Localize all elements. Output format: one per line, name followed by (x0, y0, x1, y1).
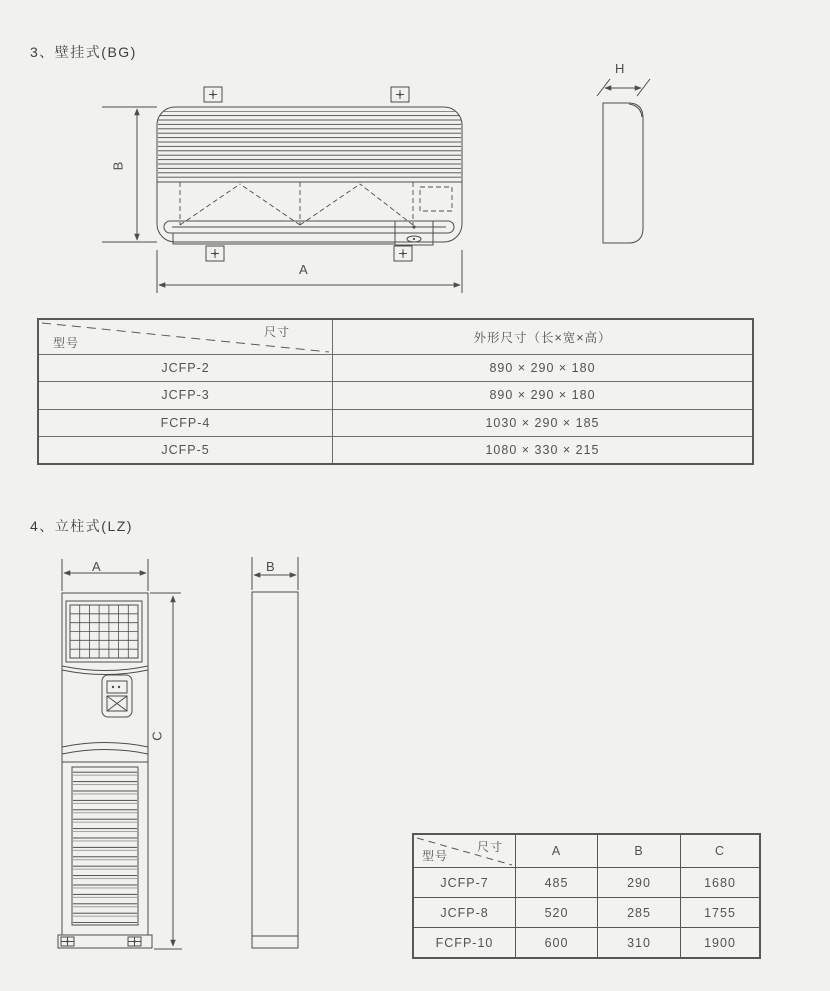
table-row (414, 867, 759, 897)
column-header-b: B (597, 835, 680, 867)
model-size-corner-cell (414, 835, 515, 867)
dim-b-cell: 285 (597, 898, 680, 927)
size-cell: 890 × 290 × 180 (332, 355, 752, 381)
mount-bracket-icon (204, 87, 222, 102)
dim-a-cell: 520 (515, 898, 597, 927)
corner-label-size: 尺寸 (263, 325, 290, 339)
dim-b-cell: 290 (597, 868, 680, 897)
caster-foot-icon (128, 937, 141, 946)
dim-label-a: A (92, 559, 102, 574)
floor-unit-side-drawing (225, 555, 345, 975)
table-row (39, 436, 752, 463)
control-panel-icon (102, 675, 132, 717)
model-cell: FCFP-4 (160, 415, 211, 430)
table-header-row (414, 835, 759, 867)
mount-bracket-icon (391, 87, 409, 102)
table-row (39, 409, 752, 436)
dim-label-c: C (149, 730, 165, 741)
column-header-c: C (680, 835, 759, 867)
size-cell: 1030 × 290 × 185 (332, 410, 752, 436)
dim-label-b: B (110, 160, 126, 171)
column-header-a: A (515, 835, 597, 867)
dim-a-cell: 600 (515, 928, 597, 957)
dim-c-cell: 1755 (680, 898, 759, 927)
caster-foot-icon (61, 937, 74, 946)
table-row (414, 897, 759, 927)
corner-label-model: 型号 (53, 336, 80, 350)
model-cell: JCFP-8 (440, 905, 489, 920)
dim-a-cell: 485 (515, 868, 597, 897)
floor-dimensions-table (412, 833, 761, 959)
size-cell: 1080 × 330 × 215 (332, 437, 752, 463)
model-cell: JCFP-7 (440, 875, 489, 890)
floor-unit-front-drawing (30, 555, 230, 975)
table-row (39, 354, 752, 381)
corner-label-size: 尺寸 (476, 840, 503, 854)
model-cell: FCFP-10 (435, 935, 494, 950)
size-cell: 890 × 290 × 180 (332, 382, 752, 408)
dim-label-a: A (299, 262, 309, 277)
size-column-header: 外形尺寸（长×宽×高） (332, 320, 752, 354)
model-cell: JCFP-3 (161, 388, 210, 403)
dim-c-cell: 1680 (680, 868, 759, 897)
model-cell: JCFP-2 (161, 361, 210, 376)
section4-heading: 4、立柱式(LZ) (30, 518, 133, 534)
wall-unit-side-drawing (580, 70, 700, 270)
mount-bracket-icon (206, 246, 224, 261)
dim-label-h: H (615, 61, 626, 76)
model-cell: JCFP-5 (161, 442, 210, 457)
dim-c-cell: 1900 (680, 928, 759, 957)
table-header-row (39, 320, 752, 354)
section3-heading: 3、壁挂式(BG) (30, 44, 137, 60)
corner-label-model: 型号 (422, 849, 449, 863)
dim-b-cell: 310 (597, 928, 680, 957)
mount-bracket-icon (394, 246, 412, 261)
model-size-corner-cell (39, 320, 332, 354)
dim-label-b: B (266, 559, 276, 574)
table-row (39, 381, 752, 408)
table-row (414, 927, 759, 957)
wall-dimensions-table (37, 318, 754, 465)
